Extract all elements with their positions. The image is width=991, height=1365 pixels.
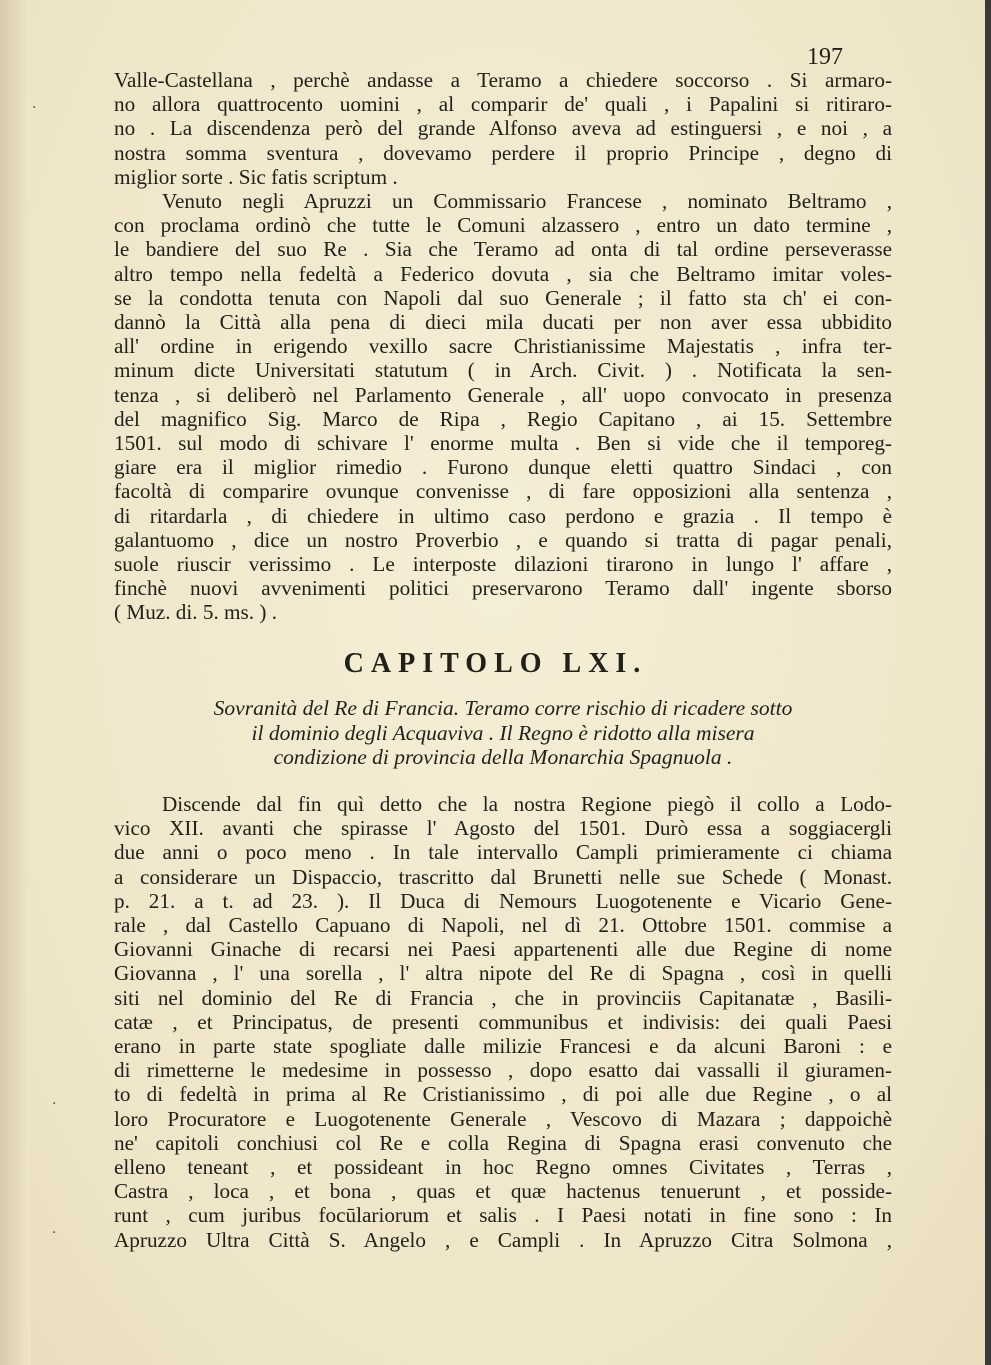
text-line: siti nel dominio del Re di Francia , che in provinciis Capitanatæ , Basili- (114, 985, 892, 1010)
text-line: Valle-Castellana , perchè andasse a Teramo a chiedere soccorso . Si armaro- (114, 68, 892, 92)
text-line: ( Muz. di. 5. ms. ) . (114, 600, 278, 625)
text-line: a considerare un Dispaccio, trascritto dal Brunetti nelle sue Schede ( Monast. (114, 864, 892, 889)
text-line: catæ , et Principatus, de presenti communibus et indivisis: dei quali Paesi (114, 1009, 892, 1034)
margin-mark: · (32, 100, 37, 116)
text-line: tenza , si deliberò nel Parlamento Generale , all' uopo convocato in presenza (114, 382, 892, 407)
summary-line: il dominio degli Acquaviva . Il Regno è ridotto alla misera (251, 720, 755, 745)
text-line: runt , cum juribus focūlariorum et salis . I Paesi notati in fine sono : In (114, 1203, 892, 1228)
text-line: se la condotta tenuta con Napoli dal suo Generale ; il fatto sta ch' ei con- (114, 285, 892, 310)
page-edge (985, 0, 991, 1365)
text-line: di ritardarla , di chiedere in ultimo caso perdono e grazia . Il tempo è (114, 503, 892, 528)
text-line: le bandiere del suo Re . Sia che Teramo ad onta di tal ordine perseverasse (114, 237, 892, 262)
text-line: dannò la Città alla pena di dieci mila ducati per non aver essa ubbidito (114, 310, 892, 335)
text-line: p. 21. a t. ad 23. ). Il Duca di Nemours Luogotenente e Vicario Gene- (114, 888, 892, 913)
text-line: erano in parte state spogliate dalle milizie Francesi e da alcuni Baroni : e (114, 1034, 892, 1059)
text-line: suole riuscir verissimo . Le interposte dilazioni tirarono in lungo l' affare , (114, 552, 892, 577)
text-line: elleno teneant , et possideant in hoc Regno omnes Civitates , Terras , (114, 1155, 892, 1180)
text-line: miglior sorte . Sic fatis scriptum . (114, 164, 398, 189)
text-line: altro tempo nella fedeltà a Federico dovuta , sia che Beltramo imitar voles- (114, 261, 892, 286)
text-line: 1501. sul modo di schivare l' enorme multa . Ben si vide che il temporeg- (114, 431, 892, 456)
paragraph-second (114, 189, 892, 625)
text-line: di rimetterne le medesime in possesso , dopo esatto dai vassalli il giuramen- (114, 1058, 892, 1083)
text-line: rale , dal Castello Capuano di Napoli, nel dì 21. Ottobre 1501. commise a (114, 913, 892, 938)
chapter-title: CAPITOLO LXI. (343, 648, 648, 679)
text-line: nostra somma sventura , dovevamo perdere il proprio Principe , degno di (114, 140, 892, 165)
paragraph-top (114, 68, 892, 189)
text-line: vico XII. avanti che spirasse l' Agosto del 1501. Durò essa a soggiacergli (114, 816, 892, 841)
text-line: to di fedeltà in prima al Re Cristianissimo , di poi alle due Regine , o al (114, 1082, 892, 1107)
text-line: giare era il miglior rimedio . Furono dunque eletti quattro Sindaci , con (114, 455, 892, 480)
text-line: Castra , loca , et bona , quas et quæ hactenus tenuerunt , et posside- (114, 1179, 892, 1204)
margin-mark: · (52, 1225, 57, 1241)
text-line: finchè nuovi avvenimenti politici preservarono Teramo dall' ingente sborso (114, 576, 892, 601)
text-line: Apruzzo Ultra Città S. Angelo , e Campli . In Apruzzo Citra Solmona , (114, 1227, 892, 1252)
text-line: Giovanna , l' una sorella , l' altra nipote del Re di Spagna , così in quelli (114, 961, 892, 986)
text-line: facoltà di comparire ovunque convenisse , di fare opposizioni alla sentenza , (114, 479, 892, 504)
page-gutter (0, 0, 30, 1365)
text-line: del magnifico Sig. Marco de Ripa , Regio Capitano , ai 15. Settembre (114, 406, 892, 431)
text-line: no allora quattrocento uomini , al comparir de' quali , i Papalini si ritiraro- (114, 92, 892, 117)
summary-line: Sovranità del Re di Francia. Teramo corre rischio di ricadere sotto (213, 696, 793, 720)
chapter-summary (114, 696, 892, 770)
text-line: due anni o poco meno . In tale intervallo Campli primieramente ci chiama (114, 840, 892, 865)
margin-mark: · (52, 1096, 57, 1112)
text-line: minum dicte Universitati statutum ( in Arch. Civit. ) . Notificata la sen- (114, 358, 892, 383)
page-number: 197 (807, 44, 843, 70)
text-line: Giovanni Ginache di recarsi nei Paesi appartenenti alle due Regine di nome (114, 937, 892, 962)
text-line: no . La discendenza però del grande Alfonso aveva ad estinguersi , e noi , a (114, 116, 892, 141)
text-line: all' ordine in erigendo vexillo sacre Christianissime Majestatis , infra ter- (114, 334, 892, 359)
summary-line: condizione di provincia della Monarchia Spagnuola . (273, 745, 733, 769)
text-line: galantuomo , dice un nostro Proverbio , e quando si tratta di pagar penali, (114, 527, 892, 552)
paragraph-third (114, 792, 892, 1252)
text-line: con proclama ordinò che tutte le Comuni alzassero , entro un dato termine , (114, 213, 892, 238)
text-line: ne' capitoli conchiusi col Re e colla Regina di Spagna erasi convenuto che (114, 1130, 892, 1155)
text-line: Discende dal fin quì detto che la nostra Regione piegò il collo a Lodo- (162, 792, 892, 816)
text-line: Venuto negli Apruzzi un Commissario Francese , nominato Beltramo , (162, 189, 892, 213)
text-line: loro Procuratore e Luogotenente Generale , Vescovo di Mazara ; dappoichè (114, 1106, 892, 1131)
